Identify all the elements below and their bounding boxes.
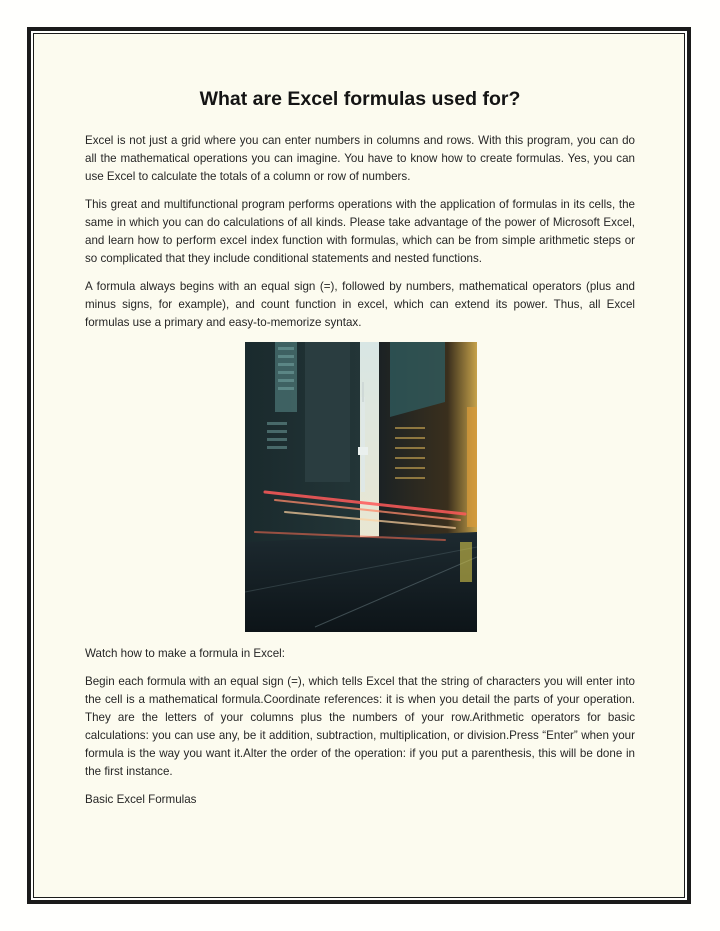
paragraph-how-to: Watch how to make a formula in Excel: bbox=[85, 647, 285, 660]
paragraph-syntax: A formula always begins with an equal sign (=), followed by numbers, mathematical operators (plus and minus signs, for example), and count function in excel, which can extend its power. Thus, all Excel formulas use a primary and easy-to-memorize syntax. bbox=[85, 280, 635, 329]
paragraph-basic-formulas: Basic Excel Formulas bbox=[85, 793, 197, 806]
article-title: What are Excel formulas used for? bbox=[199, 88, 521, 110]
article-body bbox=[85, 80, 635, 819]
paragraph-steps: Begin each formula with an equal sign (=), which tells Excel that the string of characters you will enter into the cell is a mathematical formula.Coordinate references: it is when you detail the parts of your operation. They are the letters of your columns plus the numbers of your row.Arithmetic operators for basic calculations: you can use any, be it addition, subtraction, multiplication, or division.Press “Enter” when your formula is the way you want it.Alter the order of the operation: if you put a parenthesis, this will be done in the first instance. bbox=[85, 675, 635, 778]
paragraph-intro: Excel is not just a grid where you can enter numbers in columns and rows. With this program, you can do all the mathematical operations you can imagine. You have to know how to create formulas. Yes, you can use Excel to calculate the totals of a column or row of numbers. bbox=[85, 134, 635, 183]
city-street-night-photo bbox=[245, 342, 477, 632]
paragraph-program: This great and multifunctional program performs operations with the application of formulas in its cells, the same in which you can do calculations of all kinds. Please take advantage of the power of Microsoft Excel, and learn how to perform excel index function with formulas, which can be from simple arithmetic steps or so complicated that they include conditional statements and nested functions. bbox=[85, 198, 635, 265]
